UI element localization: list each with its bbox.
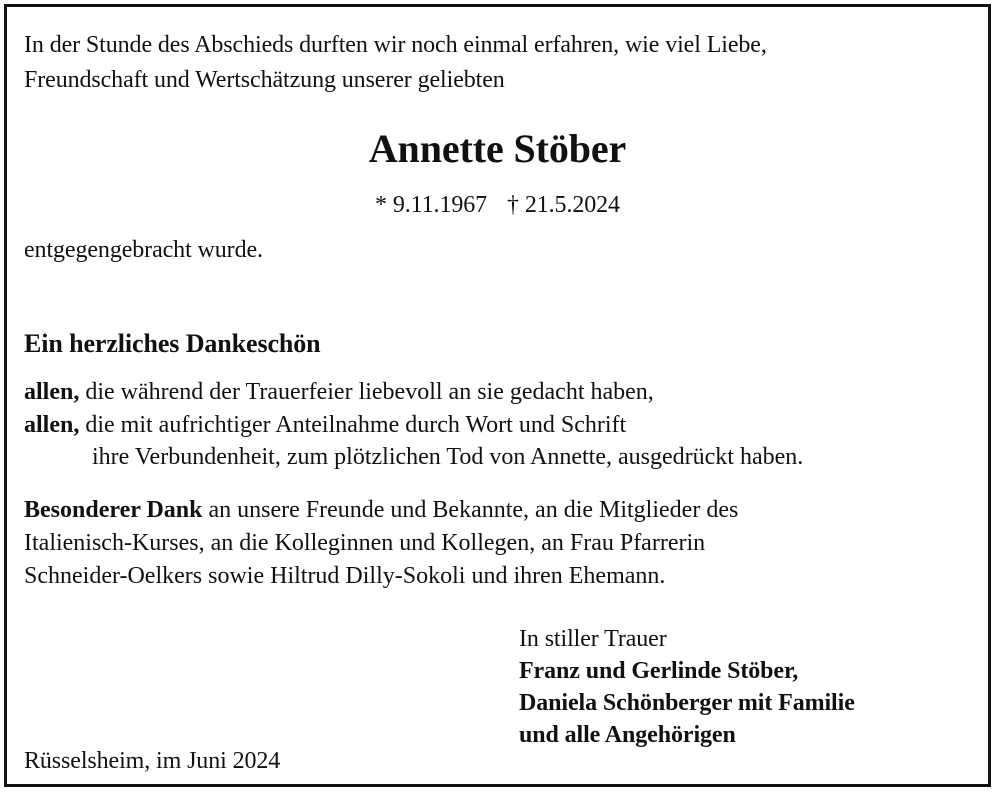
- thanks-row-text: die während der Trauerfeier liebevoll an sie gedacht haben,: [79, 379, 654, 405]
- signoff-name: und alle Angehörigen: [519, 722, 736, 748]
- intro-continuation: entgegengebracht wurde.: [24, 237, 263, 263]
- special-thanks-lead: Besonderer Dank: [24, 497, 203, 523]
- obituary-notice: [4, 4, 991, 787]
- signoff-name: Franz und Gerlinde Stöber,: [519, 658, 799, 684]
- thanks-row-text: die mit aufrichtiger Anteilnahme durch Wort und Schrift: [79, 412, 627, 438]
- death-date: † 21.5.2024: [507, 192, 620, 218]
- deceased-name: Annette Stöber: [368, 126, 627, 171]
- special-thanks-text: an unsere Freunde und Bekannte, an die Mitglieder des: [202, 497, 739, 523]
- special-thanks-line-3: Schneider-Oelkers sowie Hiltrud Dilly-Sokoli und ihren Ehemann.: [24, 563, 666, 589]
- life-dates: [7, 193, 988, 217]
- birth-date: * 9.11.1967: [375, 192, 488, 218]
- special-thanks-line-2: Italienisch-Kurses, an die Kolleginnen und Kollegen, an Frau Pfarrerin: [24, 530, 706, 556]
- thanks-row-lead: allen,: [24, 412, 80, 438]
- special-thanks-line-1: [24, 498, 738, 522]
- signoff-intro: In stiller Trauer: [519, 626, 667, 652]
- thanks-row: [24, 380, 654, 404]
- thanks-row: [92, 445, 803, 469]
- intro-line-1: In der Stunde des Abschieds durften wir noch einmal erfahren, wie viel Liebe,: [24, 32, 767, 58]
- thanks-heading: Ein herzliches Dankeschön: [24, 329, 321, 358]
- intro-line-2: Freundschaft und Wertschätzung unserer geliebten: [24, 67, 505, 93]
- thanks-row-lead: allen,: [24, 379, 80, 405]
- signoff-name: Daniela Schönberger mit Familie: [519, 690, 855, 716]
- thanks-row: [24, 413, 626, 437]
- place-date: Rüsselsheim, im Juni 2024: [24, 748, 281, 774]
- thanks-row-text: ihre Verbundenheit, zum plötzlichen Tod von Annette, ausgedrückt haben.: [92, 444, 804, 470]
